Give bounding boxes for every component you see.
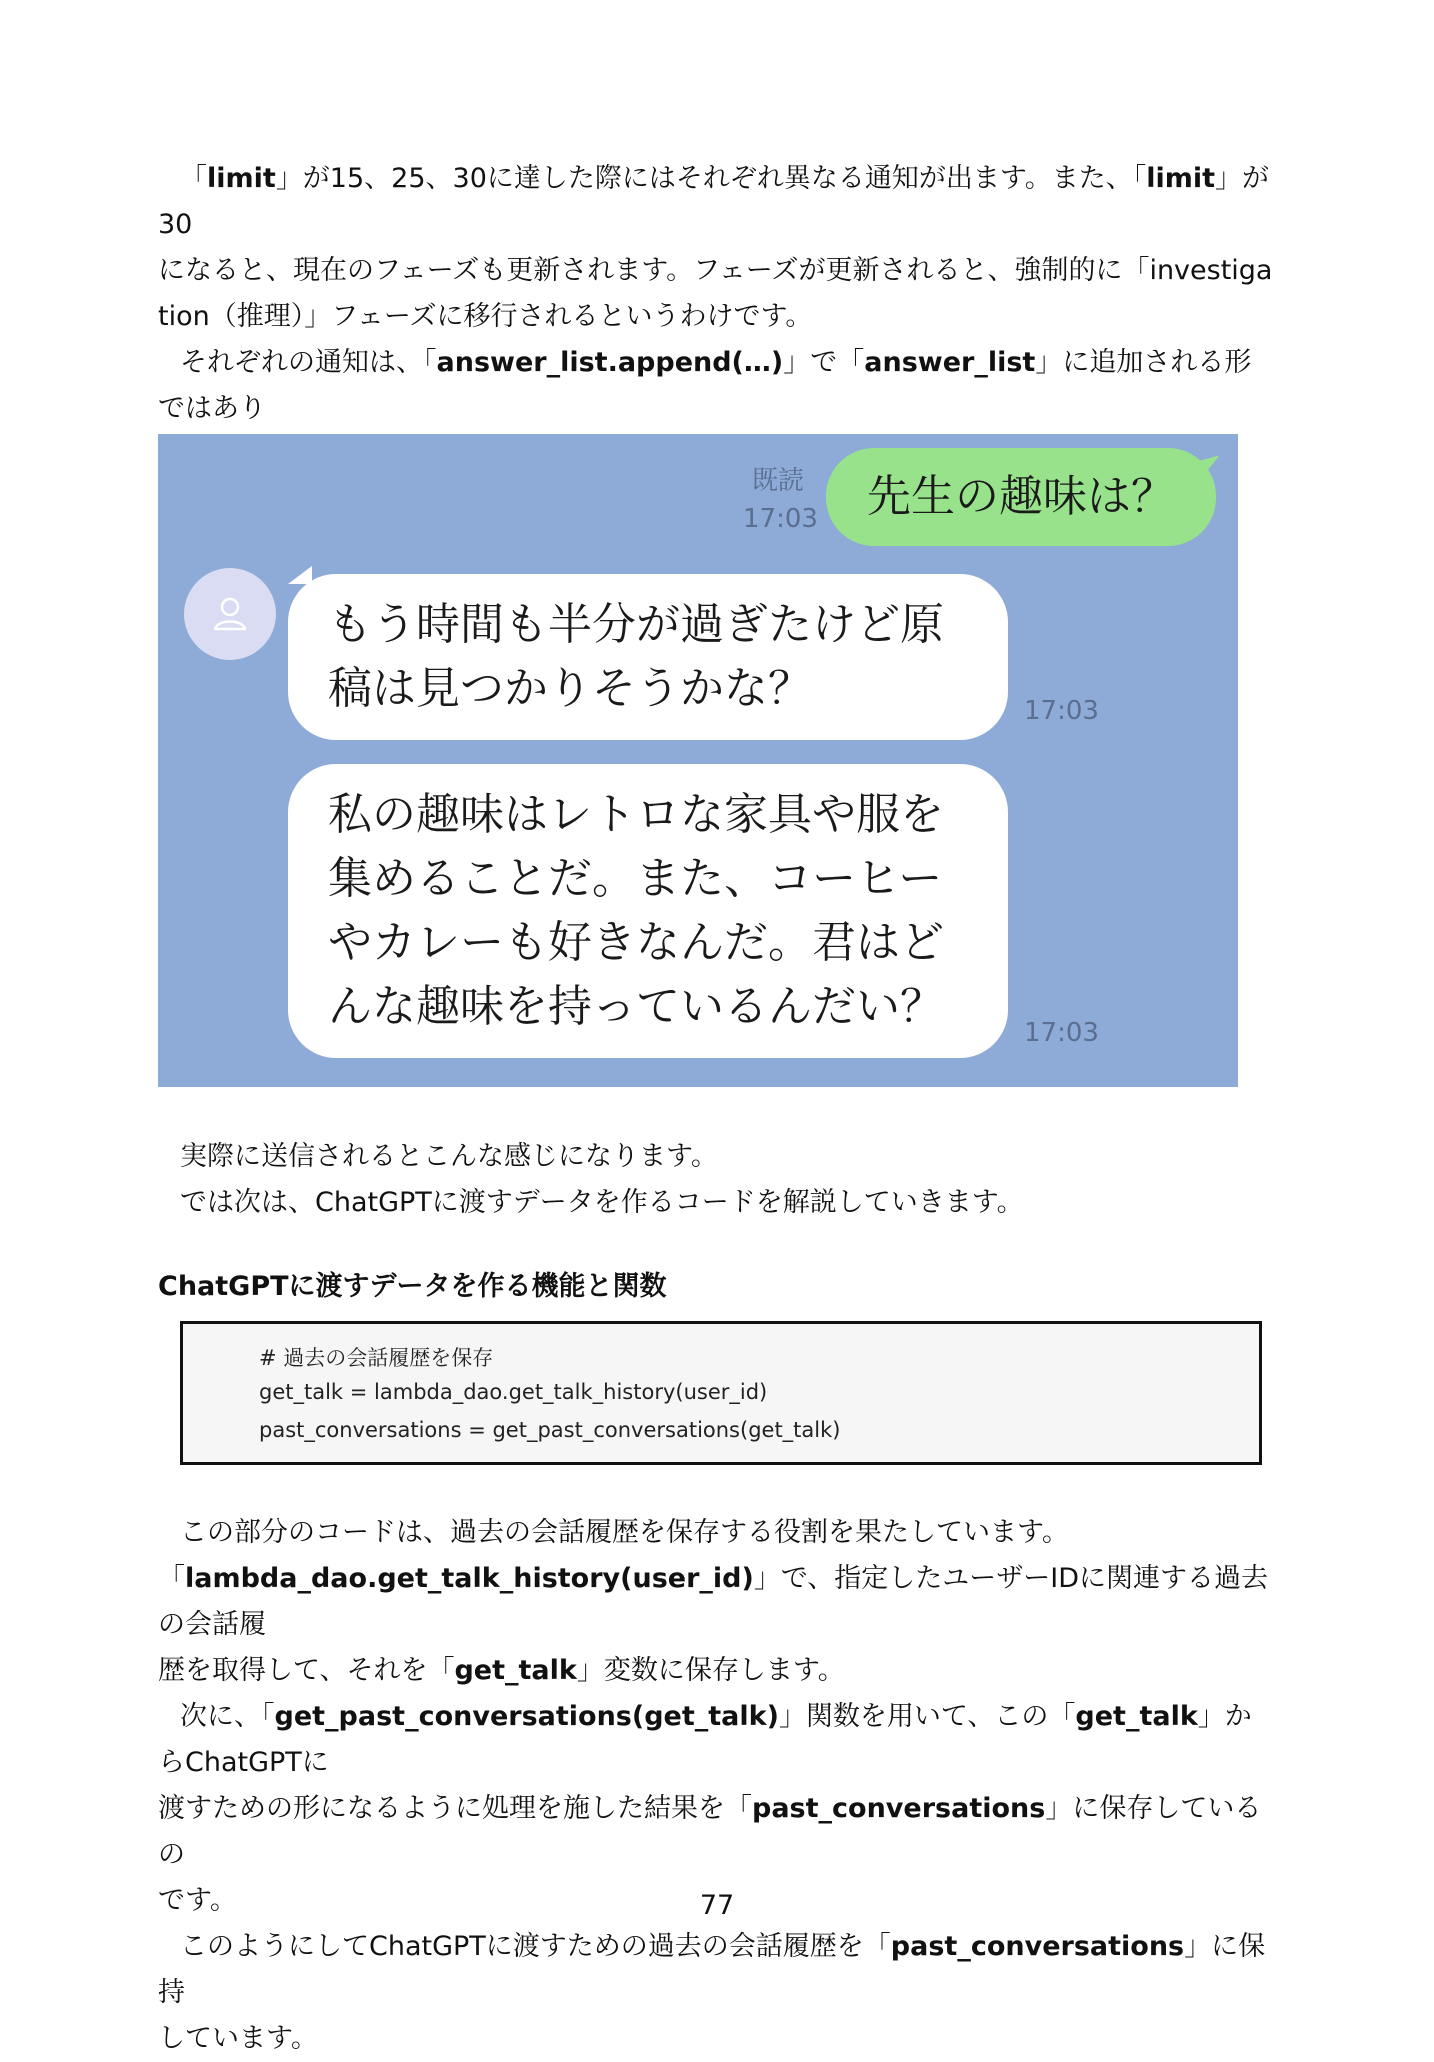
code-term: get_talk — [1075, 1701, 1198, 1732]
code-term: lambda_dao.get_talk_history(user_id) — [185, 1563, 754, 1594]
text-run: 」で「 — [783, 347, 865, 378]
bot-message-bubble — [288, 764, 1008, 1058]
chat-screenshot — [158, 434, 1238, 1087]
code-term: past_conversations — [752, 1793, 1046, 1824]
text-run: 」で、指定したユーザーIDに関連する過去の会話履 — [158, 1563, 1269, 1640]
code-line: # 過去の会話履歴を保存 — [259, 1346, 494, 1370]
text-run: 「 — [180, 163, 207, 194]
text-run: 」からChatGPTに — [158, 1701, 1252, 1778]
text-run: 実際に送信されるとこんな感じになります。 — [180, 1141, 718, 1172]
bubble-tail — [288, 566, 312, 584]
bot-message-line: やカレーも好きなんだ。君はど — [328, 917, 944, 968]
read-label: 既読 — [751, 466, 804, 496]
bot-message-line: もう時間も半分が過ぎたけど原 — [328, 599, 944, 650]
code-term: get_past_conversations(get_talk) — [274, 1701, 779, 1732]
code-term: get_talk — [454, 1655, 577, 1686]
read-time: 17:03 — [743, 504, 818, 534]
text-run: tion（推理）」フェーズに移行されるというわけです。 — [158, 301, 813, 332]
bot-message-line: 稿は見つかりそうかな？ — [328, 663, 812, 714]
text-run: 歴を取得して、それを「 — [158, 1655, 455, 1686]
message-time: 17:03 — [1024, 696, 1099, 726]
text-run: 」に保持 — [158, 1931, 1266, 2008]
text-run: になると、現在のフェーズも更新されます。フェーズが更新されると、強制的に「investiga — [158, 255, 1273, 286]
bot-message-line: んな趣味を持っているんだい？ — [328, 981, 944, 1032]
code-line: past_conversations = get_past_conversations(get_talk) — [259, 1418, 841, 1442]
page-number: 77 — [699, 1890, 735, 1921]
user-message-bubble — [826, 448, 1216, 546]
text-run: 渡すための形になるように処理を施した結果を「 — [158, 1793, 752, 1824]
code-term: answer_list — [864, 347, 1036, 378]
bubble-tail — [1198, 455, 1223, 476]
text-run: 」関数を用いて、この「 — [778, 1701, 1076, 1732]
text-run: この部分のコードは、過去の会話履歴を保存する役割を果たしています。 — [180, 1517, 1069, 1548]
bot-message-bubble — [288, 574, 1008, 740]
text-run: 」に保存しているの — [158, 1793, 1262, 1870]
code-term: answer_list.append(…) — [436, 347, 784, 378]
text-run: このようにしてChatGPTに渡すための過去の会話履歴を「 — [180, 1931, 891, 1962]
explanation-paragraph — [158, 1510, 1278, 2062]
user-icon — [209, 593, 251, 635]
text-run: では次は、ChatGPTに渡すデータを作るコードを解説していきます。 — [180, 1187, 1024, 1218]
after-chat-paragraph — [158, 1134, 1278, 1226]
text-run: 」変数に保存します。 — [576, 1655, 845, 1686]
code-line: get_talk = lambda_dao.get_talk_history(user_id) — [259, 1380, 768, 1404]
bot-message-line: 集めることだ。また、コーヒー — [328, 853, 943, 904]
text-run: です。 — [158, 1885, 237, 1916]
bot-message-line: 私の趣味はレトロな家具や服を — [328, 789, 944, 840]
user-message-text: 先生の趣味は？ — [867, 471, 1175, 522]
text-run: それぞれの通知は、「 — [180, 347, 437, 378]
code-term: past_conversations — [890, 1931, 1185, 1962]
read-receipt — [743, 462, 818, 538]
message-time: 17:03 — [1024, 1018, 1099, 1048]
text-run: 次に、「 — [180, 1701, 275, 1732]
text-run: しています。 — [158, 2023, 318, 2054]
text-run: 」に追加される形ではあり — [158, 347, 1252, 424]
text-run: 「 — [158, 1563, 185, 1594]
code-block — [180, 1321, 1262, 1465]
intro-paragraph-1 — [158, 156, 1278, 478]
text-run: 」が30 — [158, 163, 1270, 240]
section-heading: ChatGPTに渡すデータを作る機能と関数 — [158, 1271, 667, 1302]
code-term: limit — [207, 163, 276, 194]
text-run: 」が15、25、30に達した際にはそれぞれ異なる通知が出ます。また、「 — [275, 163, 1147, 194]
code-term: limit — [1146, 163, 1216, 194]
avatar — [184, 568, 276, 660]
